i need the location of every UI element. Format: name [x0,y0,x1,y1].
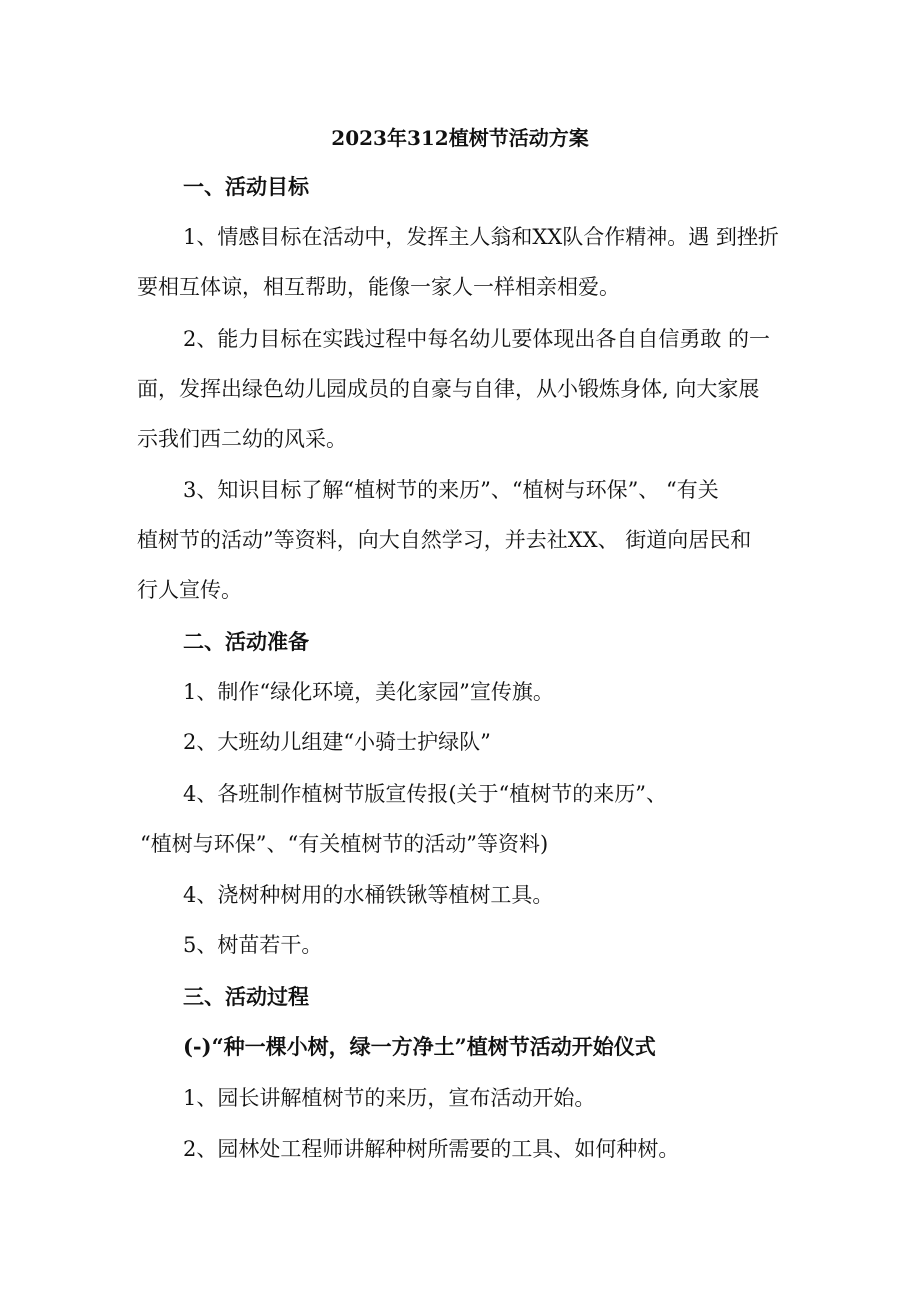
prep-item-1: 1、制作“绿化环境，美化家园”宣传旗。 [183,680,554,704]
prep-item-3-line-2: “植树与环保”、“有关植树节的活动”等资料) [140,832,549,856]
section-heading-preparation: 二、活动准备 [183,629,309,654]
document-title: 2023年312植树节活动方案 [331,126,589,150]
goal-2-line-2: 面，发挥出绿色幼儿园成员的自豪与自律，从小锻炼身体, 向大家展 [137,377,760,401]
goal-3-line-1: 3、知识目标了解“植树节的来历”、“植树与环保”、 “有关 [183,478,719,502]
goal-1-line-2: 要相互体谅，相互帮助，能像一家人一样相亲相爱。 [137,275,620,299]
process-item-1: 1、园长讲解植树节的来历，宣布活动开始。 [183,1086,596,1110]
prep-item-5: 5、树苗若干。 [183,933,323,957]
goal-1-line-1: 1、情感目标在活动中，发挥主人翁和XX队合作精神。遇 到挫折 [183,225,779,249]
process-item-2: 2、园林处工程师讲解种树所需要的工具、如何种树。 [183,1137,680,1161]
section-heading-process: 三、活动过程 [183,984,309,1009]
goal-3-line-2: 植树节的活动”等资料，向大自然学习，并去社XX、 街道向居民和 [137,528,752,552]
goal-2-line-1: 2、能力目标在实践过程中每名幼儿要体现出各自自信勇敢 的一 [183,327,771,351]
prep-item-2: 2、大班幼儿组建“小骑士护绿队” [183,730,491,754]
section-heading-goals: 一、活动目标 [183,174,309,199]
process-subheading-ceremony: (-)“种一棵小树，绿一方净土”植树节活动开始仪式 [183,1034,656,1059]
prep-item-4: 4、浇树种树用的水桶铁锹等植树工具。 [183,883,554,907]
goal-3-line-3: 行人宣传。 [137,578,242,602]
prep-item-3-line-1: 4、各班制作植树节版宣传报(关于“植树节的来历”、 [183,782,668,806]
goal-2-line-3: 示我们西二幼的风采。 [137,427,347,451]
